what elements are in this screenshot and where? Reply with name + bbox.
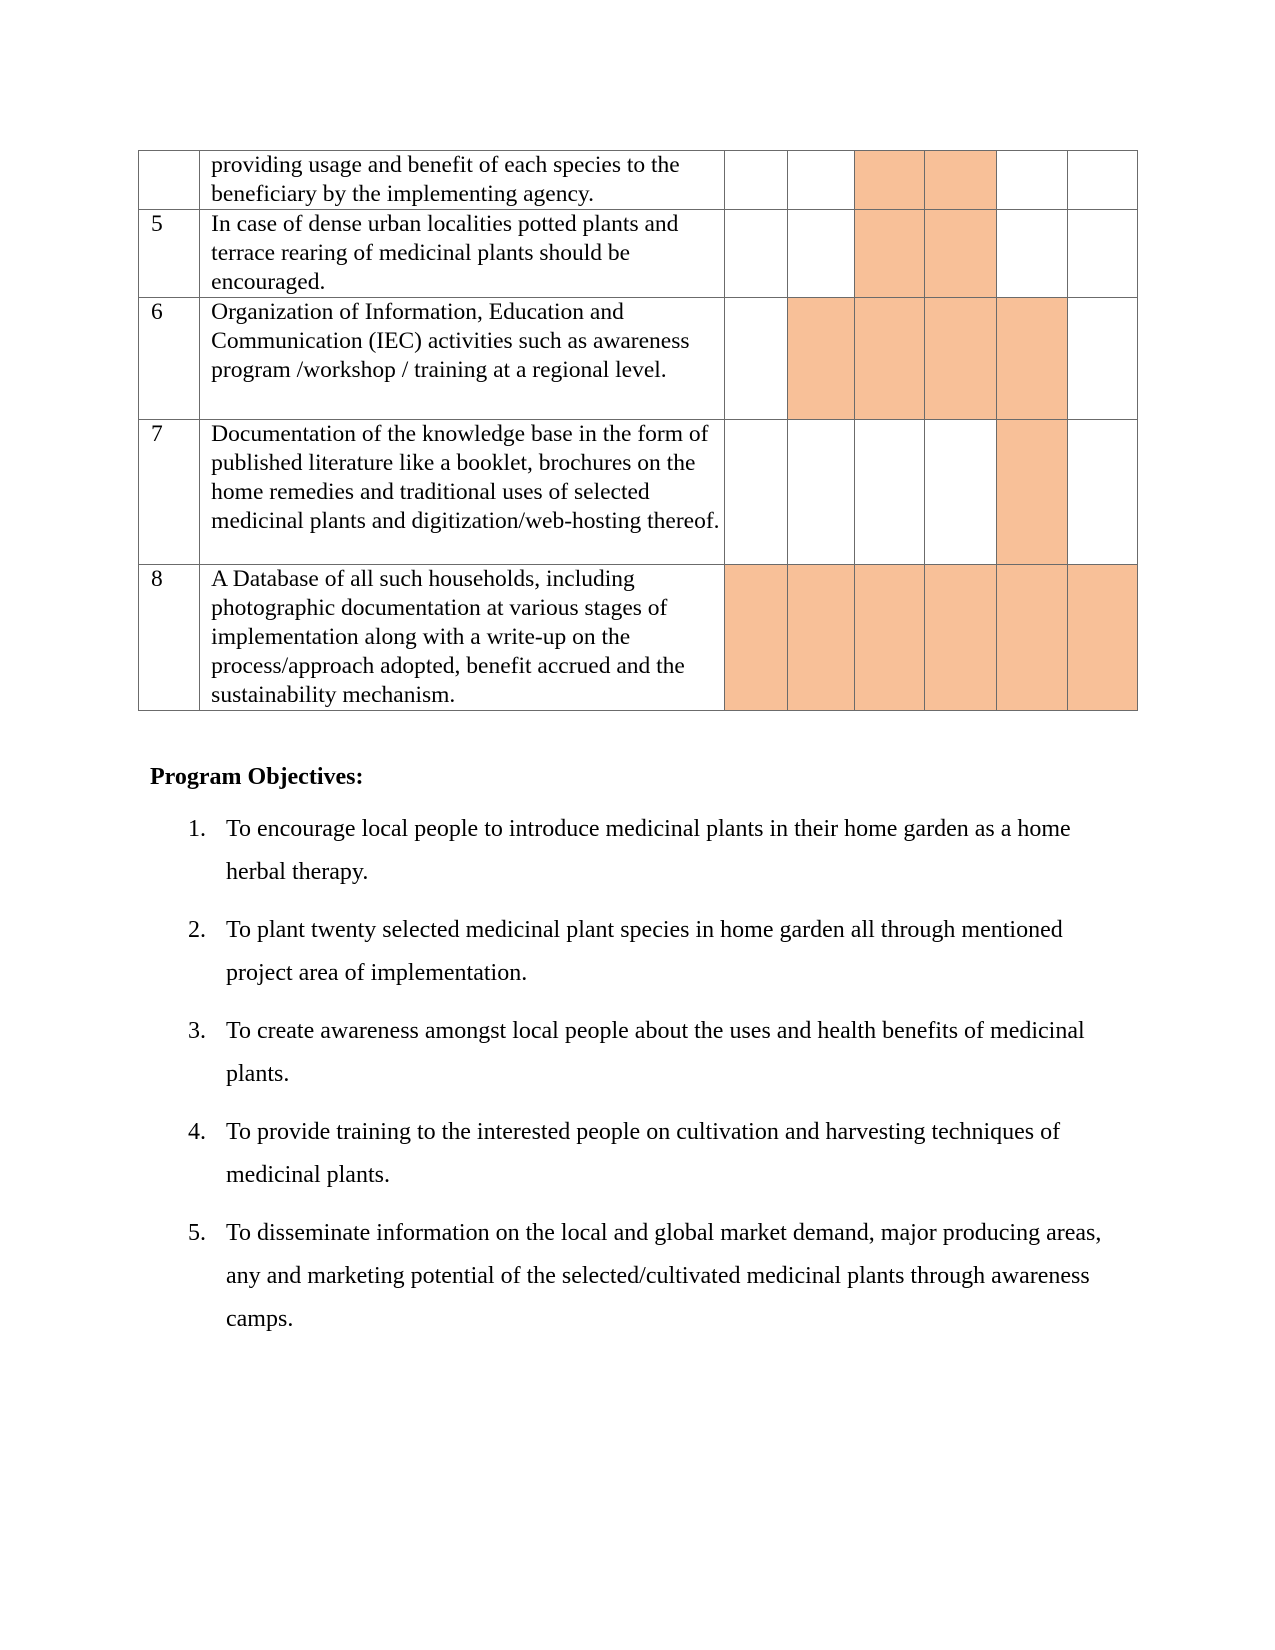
schedule-cell — [855, 565, 925, 711]
schedule-cell — [925, 210, 996, 298]
list-item-number: 1. — [188, 816, 206, 842]
list-item-number: 2. — [188, 917, 206, 943]
list-item-number: 4. — [188, 1119, 206, 1145]
schedule-cell — [724, 298, 787, 420]
schedule-cell — [1067, 565, 1137, 711]
schedule-cell — [996, 565, 1067, 711]
schedule-cell — [1067, 151, 1137, 210]
schedule-cell — [996, 210, 1067, 298]
schedule-cell — [1067, 210, 1137, 298]
schedule-cell — [855, 420, 925, 565]
program-objectives-heading: Program Objectives: — [150, 764, 364, 790]
list-item — [0, 909, 1126, 995]
schedule-cell — [996, 298, 1067, 420]
row-number: 6 — [139, 298, 200, 420]
schedule-cell — [855, 210, 925, 298]
row-number: 5 — [139, 210, 200, 298]
schedule-cell — [724, 210, 787, 298]
schedule-cell — [1067, 298, 1137, 420]
schedule-cell — [925, 420, 996, 565]
list-item — [0, 808, 1126, 894]
list-item-text: To provide training to the interested people on cultivation and harvesting techniques of medicinal plants. — [226, 1119, 1061, 1188]
schedule-cell — [925, 565, 996, 711]
schedule-cell — [996, 420, 1067, 565]
schedule-cell — [724, 151, 787, 210]
list-item-number: 5. — [188, 1220, 206, 1246]
list-item-number: 3. — [188, 1018, 206, 1044]
row-number — [139, 151, 200, 210]
schedule-cell — [855, 298, 925, 420]
table-row — [139, 298, 1138, 420]
activity-description: A Database of all such households, including photographic documentation at various stages of implementation along with a write-up on the process/approach adopted, benefit accrued and the sustainability mechanism. — [200, 565, 725, 711]
schedule-cell — [724, 420, 787, 565]
list-item-text: To plant twenty selected medicinal plant species in home garden all through mentioned project area of implementation. — [226, 917, 1063, 986]
table-row — [139, 565, 1138, 711]
table-row — [139, 210, 1138, 298]
list-item — [0, 1010, 1126, 1096]
activity-schedule-table — [138, 150, 1138, 711]
schedule-cell — [1067, 420, 1137, 565]
objectives-list — [0, 808, 1126, 1356]
schedule-cell — [925, 151, 996, 210]
row-number: 8 — [139, 565, 200, 711]
list-item-text: To create awareness amongst local people about the uses and health benefits of medicinal plants. — [226, 1018, 1085, 1087]
schedule-cell — [787, 210, 854, 298]
list-item — [0, 1111, 1126, 1197]
schedule-cell — [996, 151, 1067, 210]
list-item-text: To disseminate information on the local and global market demand, major producing areas, any and marketing potential of the selected/cultivated medicinal plants through awareness camps. — [226, 1220, 1102, 1332]
schedule-cell — [787, 298, 854, 420]
schedule-cell — [787, 565, 854, 711]
activity-description: Organization of Information, Education and Communication (IEC) activities such as awareness program /workshop / training at a regional level. — [200, 298, 725, 420]
activity-description: providing usage and benefit of each species to the beneficiary by the implementing agency. — [200, 151, 725, 210]
schedule-cell — [787, 420, 854, 565]
activity-description: Documentation of the knowledge base in the form of published literature like a booklet, brochures on the home remedies and traditional uses of selected medicinal plants and digitization/web-hosting thereof. — [200, 420, 725, 565]
schedule-cell — [925, 298, 996, 420]
list-item — [0, 1212, 1126, 1341]
list-item-text: To encourage local people to introduce medicinal plants in their home garden as a home herbal therapy. — [226, 816, 1071, 885]
table-row — [139, 420, 1138, 565]
activity-description: In case of dense urban localities potted plants and terrace rearing of medicinal plants should be encouraged. — [200, 210, 725, 298]
row-number: 7 — [139, 420, 200, 565]
table-row — [139, 151, 1138, 210]
schedule-cell — [787, 151, 854, 210]
schedule-cell — [855, 151, 925, 210]
schedule-cell — [724, 565, 787, 711]
